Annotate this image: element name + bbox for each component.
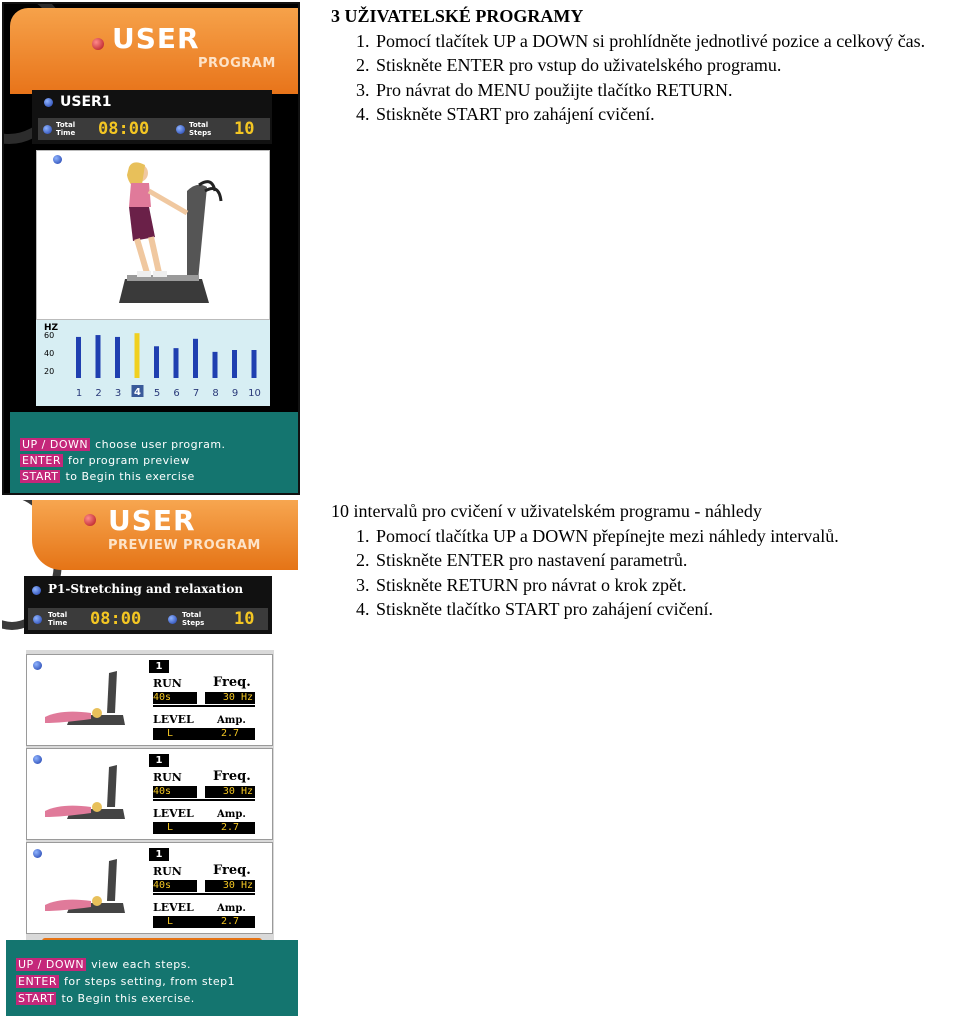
list-item: 1. Pomocí tlačítek UP a DOWN si prohlídněte jednotlivé pozice a celkový čas. — [356, 30, 926, 51]
instruction-list — [331, 29, 951, 127]
total-steps-value: 10 — [234, 609, 255, 629]
freq-label: Freq. — [213, 863, 251, 878]
x-tick-label: 1 — [75, 388, 83, 399]
program-name: P1-Stretching and relaxation — [48, 582, 244, 596]
x-tick-label: 5 — [153, 388, 161, 399]
step-card[interactable] — [26, 654, 273, 746]
x-tick-label: 3 — [114, 388, 122, 399]
amp-value: 2.7 — [221, 822, 240, 833]
x-tick-label: 8 — [212, 388, 219, 399]
program-info-bar — [24, 576, 272, 634]
bar — [96, 335, 101, 378]
enter-key: ENTER — [18, 975, 57, 988]
y-tick-label: 20 — [44, 367, 55, 376]
blue-dot-icon — [44, 98, 53, 107]
x-tick-label: 7 — [192, 388, 200, 399]
user-name: USER1 — [60, 94, 112, 110]
frequency-chart-panel — [36, 320, 270, 406]
vibration-plate-illustration — [37, 151, 271, 321]
blue-dot-icon — [33, 615, 42, 624]
level-text: L — [167, 916, 174, 927]
step-card[interactable] — [26, 842, 273, 934]
bar — [252, 350, 257, 378]
amp-label: Amp. — [217, 903, 246, 914]
x-tick-label: 6 — [173, 388, 180, 399]
help-row-updown — [20, 438, 226, 451]
list-item: 2. Stiskněte ENTER pro vstup do uživatelského programu. — [356, 55, 782, 75]
bar — [213, 352, 218, 378]
frequency-bar-chart — [36, 320, 270, 406]
run-value: 40s — [153, 692, 197, 704]
start-key: START — [18, 992, 55, 1005]
help-text: to Begin this exercise — [65, 470, 195, 483]
help-row-enter — [16, 975, 235, 988]
total-steps-label: Total Steps — [182, 611, 205, 627]
run-label: RUN — [153, 865, 182, 878]
y-tick-label: 40 — [44, 349, 55, 358]
level-value — [153, 822, 255, 834]
section-heading: 3 UŽIVATELSKÉ PROGRAMY — [331, 6, 584, 26]
banner-subtitle: PREVIEW PROGRAM — [108, 538, 261, 553]
freq-label: Freq. — [213, 675, 251, 690]
banner-subtitle: PROGRAM — [198, 56, 276, 71]
help-row-updown — [16, 958, 191, 971]
header-banner — [32, 500, 298, 570]
bar — [174, 348, 179, 378]
level-label: LEVEL — [153, 807, 194, 820]
step-number: 1 — [149, 754, 169, 767]
x-tick-label: 9 — [231, 388, 239, 399]
bar — [76, 337, 81, 378]
step-card[interactable] — [26, 748, 273, 840]
x-tick-label: 2 — [95, 388, 102, 399]
help-row-enter — [20, 454, 190, 467]
step-number: 1 — [149, 848, 169, 861]
help-panel — [6, 940, 298, 1016]
help-text: for steps setting, from step1 — [64, 975, 236, 988]
list-item: 4. Stiskněte tlačítko START pro zahájení cvičení. — [356, 599, 714, 619]
list-item: 2. Stiskněte ENTER pro nastavení parametrů. — [356, 550, 688, 570]
amp-label: Amp. — [217, 809, 246, 820]
header-banner — [10, 8, 300, 94]
up-down-key: UP / DOWN — [22, 438, 89, 451]
instruction-list — [331, 524, 960, 622]
start-key: START — [22, 470, 59, 483]
blue-dot-icon — [176, 125, 185, 134]
help-text: for program preview — [68, 454, 190, 467]
list-item: 4. Stiskněte START pro zahájení cvičení. — [356, 104, 655, 124]
run-value: 40s — [153, 786, 197, 798]
freq-value: 30 Hz — [205, 786, 255, 798]
bar — [154, 346, 159, 378]
divider — [153, 799, 255, 801]
section-heading: 10 intervalů pro cvičení v uživatelském programu - náhledy — [331, 501, 762, 521]
level-value — [153, 916, 255, 928]
user-info-bar — [32, 90, 272, 144]
total-time-value: 08:00 — [98, 119, 150, 139]
red-dot-icon — [84, 514, 96, 526]
total-time-label: Total Time — [48, 611, 68, 627]
y-tick-label: 60 — [44, 331, 55, 340]
banner-title: USER — [112, 22, 200, 55]
amp-label: Amp. — [217, 715, 246, 726]
stats-row — [38, 118, 270, 140]
enter-key: ENTER — [22, 454, 61, 467]
list-item: 1. Pomocí tlačítka UP a DOWN přepínejte mezi náhledy intervalů. — [356, 525, 839, 546]
run-value: 40s — [153, 880, 197, 892]
help-panel — [10, 412, 300, 495]
help-text: view each steps. — [91, 958, 191, 971]
stretch-pose-icon — [31, 757, 141, 837]
user-preview-program-screen — [2, 500, 298, 1016]
stretch-pose-icon — [31, 663, 141, 743]
amp-value: 2.7 — [221, 916, 240, 927]
x-tick-label: 10 — [248, 388, 261, 399]
freq-label: Freq. — [213, 769, 251, 784]
bar — [232, 350, 237, 378]
blue-dot-icon — [43, 125, 52, 134]
help-row-start — [20, 470, 195, 483]
red-dot-icon — [92, 38, 104, 50]
list-item: 3. Stiskněte RETURN pro návrat o krok zpět. — [356, 574, 687, 595]
help-text: choose user program. — [95, 438, 226, 451]
bar — [193, 339, 198, 378]
exercise-figure-panel — [36, 150, 270, 320]
run-label: RUN — [153, 677, 182, 690]
help-text: to Begin this exercise. — [61, 992, 195, 1005]
level-value — [153, 728, 255, 740]
total-time-label: Total Time — [56, 121, 76, 137]
stats-row — [28, 608, 268, 630]
up-down-key: UP / DOWN — [18, 958, 85, 971]
level-label: LEVEL — [153, 901, 194, 914]
divider — [153, 893, 255, 895]
freq-value: 30 Hz — [205, 692, 255, 704]
blue-dot-icon — [168, 615, 177, 624]
total-time-value: 08:00 — [90, 609, 142, 629]
user-program-screen — [2, 2, 300, 495]
section-interval-previews — [331, 499, 960, 622]
total-steps-label: Total Steps — [189, 121, 212, 137]
level-text: L — [167, 822, 174, 833]
bar — [115, 337, 120, 378]
level-label: LEVEL — [153, 713, 194, 726]
step-number: 1 — [149, 660, 169, 673]
blue-dot-icon — [32, 586, 41, 595]
list-item: 3. Pro návrat do MENU použijte tlačítko RETURN. — [356, 79, 733, 100]
freq-value: 30 Hz — [205, 880, 255, 892]
help-row-start — [16, 992, 195, 1005]
x-tick-label: 4 — [134, 387, 141, 398]
divider — [153, 705, 255, 707]
amp-value: 2.7 — [221, 728, 240, 739]
level-text: L — [167, 728, 174, 739]
bar — [135, 333, 140, 378]
y-axis-label: HZ — [44, 323, 59, 333]
run-label: RUN — [153, 771, 182, 784]
total-steps-value: 10 — [234, 119, 255, 139]
banner-title: USER — [108, 504, 196, 537]
stretch-pose-icon — [31, 851, 141, 931]
section-user-programs — [331, 4, 951, 127]
